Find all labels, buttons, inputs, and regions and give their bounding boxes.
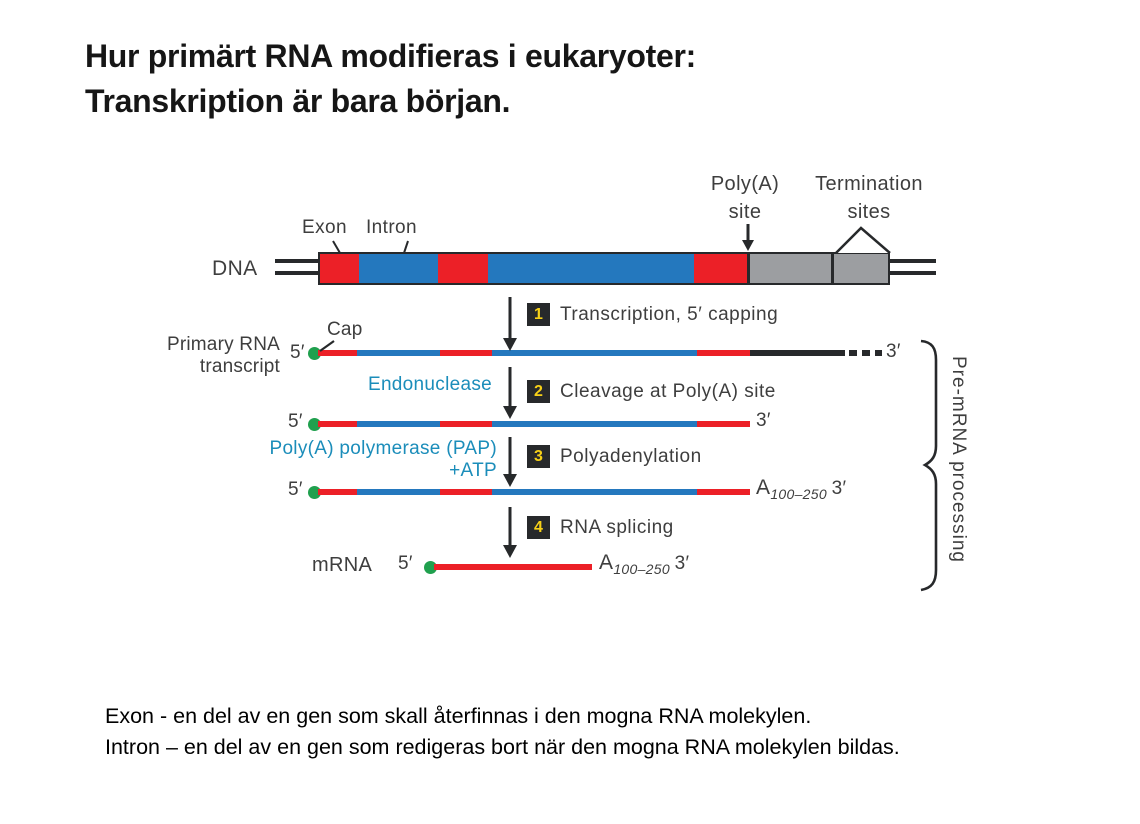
exon-segment xyxy=(440,421,492,427)
cap-label: Cap xyxy=(327,319,363,340)
exon-segment xyxy=(694,254,747,283)
endonuclease-label: Endonuclease xyxy=(367,374,492,395)
exon-segment xyxy=(697,489,750,495)
step-3-badge: 3 xyxy=(527,445,550,468)
step-3-arrow xyxy=(503,437,517,487)
polya-site-arrow xyxy=(742,224,754,251)
step-4-arrow xyxy=(503,507,517,558)
exon-segment xyxy=(697,421,750,427)
downstream-dashes xyxy=(849,350,882,356)
exon-segment xyxy=(320,254,359,283)
intron-segment xyxy=(357,489,440,495)
five-prime-label: 5′ xyxy=(290,342,305,363)
five-prime-label: 5′ xyxy=(288,479,303,500)
exon-segment xyxy=(318,489,357,495)
step-3-label: Polyadenylation xyxy=(560,446,702,467)
dna-label: DNA xyxy=(212,257,258,280)
step-1-arrow xyxy=(503,297,517,351)
intron-segment xyxy=(492,421,697,427)
exon-segment xyxy=(440,489,492,495)
definitions xyxy=(105,701,900,763)
step-1-label: Transcription, 5′ capping xyxy=(560,304,779,325)
three-prime-label: 3′ xyxy=(831,478,847,499)
poly-a-tail: A100–250 3′ xyxy=(599,551,690,577)
dna-double-line xyxy=(889,271,936,275)
slide-title xyxy=(85,34,696,124)
pre-mrna-brace xyxy=(921,341,936,590)
dna-gene-bar xyxy=(318,252,890,285)
pre-mrna-processing-label: Pre-mRNA processing xyxy=(948,356,969,563)
intron-segment xyxy=(492,350,697,356)
dna-double-line xyxy=(275,259,320,263)
step-1-badge: 1 xyxy=(527,303,550,326)
exon-segment xyxy=(697,350,750,356)
exon-segment xyxy=(440,350,492,356)
intron-definition: Intron – en del av en gen som redigeras bort när den mogna RNA molekylen bildas. xyxy=(105,735,900,759)
exon-segment xyxy=(434,564,592,570)
mrna-label: mRNA xyxy=(312,554,373,576)
title-line-2: Transkription är bara början. xyxy=(85,83,511,119)
termination-sites-label: Termination sites xyxy=(815,173,923,223)
poly-a-tail: A100–250 3′ xyxy=(756,476,847,502)
intron-segment xyxy=(359,254,438,283)
intron-segment xyxy=(357,350,440,356)
terminator-segment xyxy=(831,254,888,283)
dna-double-line xyxy=(275,271,320,275)
intron-segment xyxy=(357,421,440,427)
three-prime-label: 3′ xyxy=(886,341,901,362)
termination-caret xyxy=(836,228,890,253)
primary-transcript-label: Primary RNA transcript xyxy=(166,334,280,377)
exon-label: Exon xyxy=(302,217,347,238)
step-2-arrow xyxy=(503,367,517,419)
intron-segment xyxy=(488,254,695,283)
intron-label: Intron xyxy=(366,217,417,238)
step-4-badge: 4 xyxy=(527,516,550,539)
pap-label: Poly(A) polymerase (PAP) +ATP xyxy=(240,438,497,482)
three-prime-label: 3′ xyxy=(674,553,690,574)
polya-site-label: Poly(A) site xyxy=(710,173,780,223)
title-line-1: Hur primärt RNA modifieras i eukaryoter: xyxy=(85,38,696,74)
step-4-label: RNA splicing xyxy=(560,517,674,538)
intron-segment xyxy=(492,489,697,495)
five-prime-label: 5′ xyxy=(288,411,303,432)
downstream-segment xyxy=(750,350,845,356)
step-2-badge: 2 xyxy=(527,380,550,403)
step-2-label: Cleavage at Poly(A) site xyxy=(560,381,776,402)
exon-segment xyxy=(318,421,357,427)
exon-segment xyxy=(318,350,357,356)
atp-label: +ATP xyxy=(449,460,497,481)
terminator-segment xyxy=(747,254,831,283)
dna-double-line xyxy=(889,259,936,263)
exon-definition: Exon - en del av en gen som skall återfinnas i den mogna RNA molekylen. xyxy=(105,704,812,728)
three-prime-label: 3′ xyxy=(756,410,771,431)
exon-segment xyxy=(438,254,488,283)
five-prime-label: 5′ xyxy=(398,553,413,574)
